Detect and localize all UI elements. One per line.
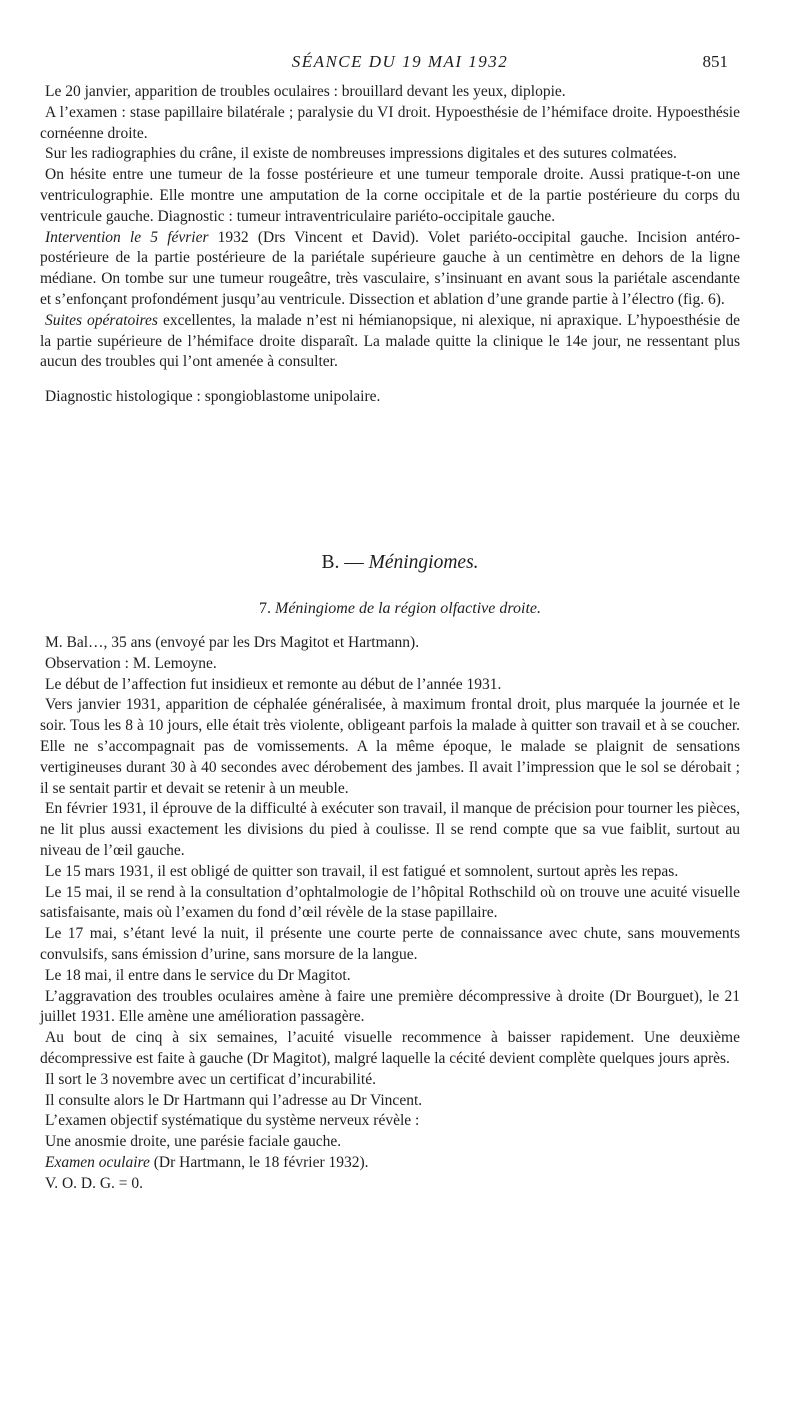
paragraph: Une anosmie droite, une parésie faciale gauche. <box>45 1133 342 1151</box>
paragraph-exam <box>40 1153 740 1174</box>
emphasis: Suites opératoires <box>45 311 158 329</box>
paragraph: Le 15 mai, il se rend à la consultation d’ophtalmologie de l’hôpital Rothschild où on trouve une acuité visuelle satisfaisante, mais où l’examen du fond d’œil révèle de la stase papillaire. <box>40 883 740 922</box>
paragraph: Le 15 mars 1931, il est obligé de quitter son travail, il est fatigué et somnolent, surtout après les repas. <box>45 862 679 880</box>
paragraph-text: excellentes, la malade n’est ni hémianopsique, ni alexique, ni apraxique. L’hypoesthésie de la partie supérieure de l’hémiface droite disparaît. La malade quitte la clinique le 14e jour, ne ressentant plus aucun des troubles qui l’ont amenée à consulter. <box>40 311 741 371</box>
paragraph: L’aggravation des troubles oculaires amène à faire une première décompressive à droite (Dr Bourguet), le 21 juillet 1931. Elle amène une amélioration passagère. <box>40 987 740 1026</box>
emphasis: Intervention le 5 février <box>45 228 209 246</box>
paragraph: Il consulte alors le Dr Hartmann qui l’adresse au Dr Vincent. <box>45 1091 423 1109</box>
paragraph: A l’examen : stase papillaire bilatérale ; paralysie du VI droit. Hypoesthésie de l’hémiface droite. Hypoesthésie cornéenne droite. <box>40 103 740 142</box>
paragraph-suites <box>40 311 740 373</box>
paragraph: Sur les radiographies du crâne, il existe de nombreuses impressions digitales et des sutures colmatées. <box>45 145 677 163</box>
paragraph: Le 17 mai, s’étant levé la nuit, il présente une courte perte de connaissance avec chute, sans mouvements convulsifs, sans émission d’urine, sans morsure de la langue. <box>40 925 740 963</box>
paragraph: Le début de l’affection fut insidieux et remonte au début de l’année 1931. <box>45 675 502 693</box>
paragraph: Vers janvier 1931, apparition de céphalée généralisée, à maximum frontal droit, plus marquée la journée et le soir. Tous les 8 à 10 jours, elle était très violente, obligeant parfois la malade à quitter son travail et à se coucher. Elle ne s’accompagnait pas de vomissements. A la même époque, le malade se plaignit de sensations vertigineuses durant 30 à 40 secondes avec dérobement des jambes. Il avait l’impression que le sol se dérobait ; il se sentait partir et devait se retenir à un meuble. <box>40 696 740 797</box>
page-header <box>0 52 800 76</box>
subsection-heading <box>0 600 800 618</box>
paragraph: Le 20 janvier, apparition de troubles oculaires : brouillard devant les yeux, diplopie. <box>45 83 566 100</box>
paragraph: En février 1931, il éprouve de la difficulté à exécuter son travail, il manque de précision pour tourner les pièces, ne lit plus aussi exactement les divisions du pied à coulisse. Il se rend compte que sa vue faiblit, surtout au niveau de l’œil gauche. <box>40 800 740 859</box>
case-b-text <box>40 633 740 1195</box>
paragraph-intervention <box>40 228 740 311</box>
subsection-label: 7. <box>258 600 271 617</box>
paragraph: On hésite entre une tumeur de la fosse postérieure et une tumeur temporale droite. Aussi pratique-t-on une ventriculographie. Elle montre une amputation de la corne occipitale et de la partie postérieure du corps du ventricule gauche. Diagnostic : tumeur intraventriculaire pariéto-occipitale gauche. <box>40 166 740 225</box>
paragraph: Au bout de cinq à six semaines, l’acuité visuelle recommence à baisser rapidement. Une deuxième décompressive est faite à gauche (Dr Magitot), malgré laquelle la cécité devient complète quelques jours après. <box>40 1029 740 1067</box>
paragraph: V. O. D. G. = 0. <box>45 1174 144 1192</box>
paragraph: M. Bal…, 35 ans (envoyé par les Drs Magitot et Hartmann). <box>45 634 420 651</box>
subsection-title: Méningiome de la région olfactive droite. <box>274 600 541 617</box>
case-a-text <box>40 82 740 408</box>
paragraph: Observation : M. Lemoyne. <box>45 654 217 672</box>
paragraph: Le 18 mai, il entre dans le service du Dr Magitot. <box>45 966 351 984</box>
section-label: B. — <box>321 552 364 573</box>
section-title: Méningiomes. <box>368 552 479 573</box>
page-number: 851 <box>702 52 728 71</box>
paragraph-diagnosis: Diagnostic histologique : spongioblastome unipolaire. <box>45 388 381 406</box>
emphasis: Examen oculaire <box>45 1153 150 1171</box>
section-heading <box>0 552 800 574</box>
paragraph: Il sort le 3 novembre avec un certificat d’incurabilité. <box>45 1070 376 1088</box>
paragraph-text: (Dr Hartmann, le 18 février 1932). <box>149 1153 369 1171</box>
paragraph: L’examen objectif systématique du système nerveux révèle : <box>45 1112 420 1130</box>
paragraph-text: 1932 (Drs Vincent et David). Volet pariéto-occipital gauche. Incision antéro-postérieure de la partie postérieure de la pariétale supérieure gauche à un centimètre en dehors de la ligne médiane. On tombe sur une tumeur rougeâtre, très vasculaire, s’insinuant en avant sous la pariétale ascendante et s’enfonçant profondément jusqu’au ventricule. Dissection et ablation d’une grande partie à l’électro (fig. 6). <box>40 228 740 308</box>
running-title: SÉANCE DU 19 MAI 1932 <box>291 52 509 71</box>
